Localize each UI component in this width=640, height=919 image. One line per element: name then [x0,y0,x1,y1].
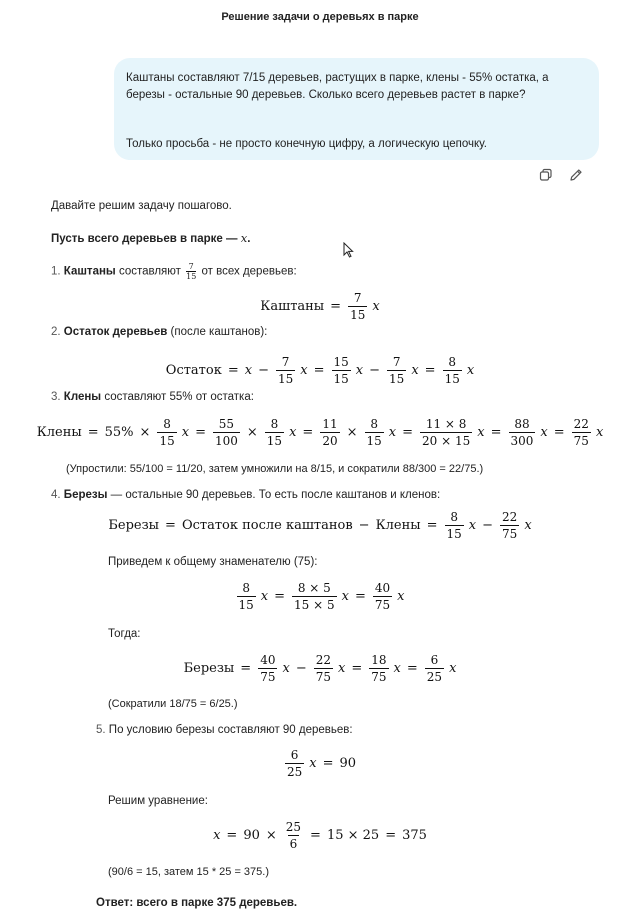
message-actions [538,167,584,183]
equation-1: Каштаны = $\frac{7}{15}$ x [260,291,380,322]
step-5-number: 5. [96,724,106,736]
step-2 [51,326,267,338]
step-4-number: 4. [51,489,61,501]
let-var: x [240,231,248,245]
user-message-text-2: Только просьба - не просто конечную цифру, а логическую цепочку. [126,138,487,150]
common-denominator-text: Приведем к общему знаменателю (75): [108,556,318,568]
step-3-number: 3. [51,391,61,403]
user-message-bubble [114,58,599,160]
mouse-cursor-icon [343,242,354,258]
equation-7: $\frac{6}{25}$ x = 90 [286,748,357,779]
copy-button[interactable] [538,167,554,183]
edit-button[interactable] [568,167,584,183]
edit-icon [569,168,583,182]
step-4 [51,489,440,501]
step-1-text-after: от всех деревьев: [201,265,297,278]
step-1-number: 1. [51,265,61,278]
equation-5: $\frac{8}{15}$ x = $\frac{8 \times 5}{15 \times 5}$ x = $\frac{40}{75}$ x [238,581,405,612]
final-answer: Ответ: всего в парке 375 деревьев. [96,897,298,909]
step-1-title: Каштаны [63,265,116,278]
step-5 [96,724,353,736]
let-text: Пусть всего деревьев в парке — [51,233,238,245]
equation-2: Остаток = x − $\frac{7}{15}$ x = $\frac{15}{15}$ x − $\frac{7}{15}$ x = $\frac{8}{15}$ x [165,355,475,386]
answer-intro: Давайте решим задачу пошагово. [51,200,232,212]
step-2-title: Остаток деревьев [63,326,168,338]
answer-let: Пусть всего деревьев в парке — x. [51,231,251,245]
step-3 [51,391,254,403]
step-3-text: составляют 55% от остатка: [104,391,254,403]
equation-4: Березы = Остаток после каштанов − Клены = $\frac{8}{15}$ x − $\frac{22}{75}$ x [108,510,532,541]
step-4-note: (Сократили 18/75 = 6/25.) [108,698,238,710]
step-1-text: составляют [118,265,181,278]
equation-8: x = 90 × $\frac{25}{6}$ = 15 × 25 = 375 [213,820,427,851]
step-3-title: Клены [63,391,102,403]
copy-icon [539,168,553,182]
step-2-text: (после каштанов): [170,326,268,338]
equation-3: Клены = 55% × $\frac{8}{15}$ x = $\frac{55}{100}$ × $\frac{8}{15}$ x = $\frac{11}{20}$ × $\frac{8}{15}$ x = $\frac{11 \times 8}{20 \times 15}$ x = $\frac{88}{300}$ x = $\frac{22}{75}$ x [36,417,604,448]
step-3-note: (Упростили: 55/100 = 11/20, затем умножили на 8/15, и сократили 88/300 = 22/75.) [66,463,484,475]
step-4-title: Березы [63,489,108,501]
solve-text: Решим уравнение: [108,795,208,807]
then-text: Тогда: [108,628,141,640]
user-message-text: Каштаны составляют 7/15 деревьев, растущих в парке, клены - 55% остатка, а березы - остальные 90 деревьев. Сколько всего деревьев растет в парке? [126,72,549,101]
step-2-number: 2. [51,326,61,338]
step-5-note: (90/6 = 15, затем 15 * 25 = 375.) [108,866,269,878]
step-4-text: — остальные 90 деревьев. То есть после каштанов и кленов: [110,489,441,501]
equation-6: Березы = $\frac{40}{75}$ x − $\frac{22}{75}$ x = $\frac{18}{75}$ x = $\frac{6}{25}$ x [183,653,457,684]
step-1-fraction: $\frac{7}{15}$ [186,262,197,281]
step-1 [51,262,297,281]
step-5-text: По условию березы составляют 90 деревьев: [108,724,353,736]
page-title: Решение задачи о деревьях в парке [221,11,419,23]
